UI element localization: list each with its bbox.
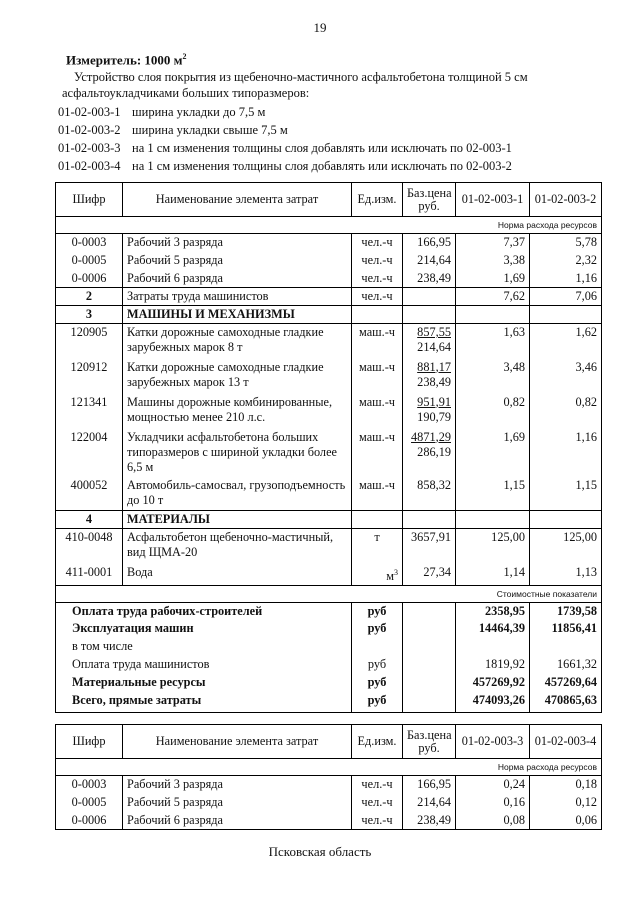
row-price: 858,32 bbox=[403, 477, 456, 511]
row-unit bbox=[352, 564, 403, 586]
row-code: 0-0003 bbox=[56, 776, 123, 794]
cost-unit: руб bbox=[352, 620, 403, 638]
row-unit: маш.-ч bbox=[352, 429, 403, 477]
cost-name: Материальные ресурсы bbox=[56, 674, 352, 692]
section-name: Затраты труда машинистов bbox=[123, 288, 352, 306]
row-unit: т bbox=[352, 529, 403, 564]
code-text: на 1 см изменения толщины слоя добавлять или исключать по 02-003-2 bbox=[132, 159, 512, 173]
section-code: 2 bbox=[56, 288, 123, 306]
row-v2: 1,16 bbox=[530, 270, 602, 288]
header-price: Баз.цена руб. bbox=[403, 725, 456, 759]
measure-unit-sup: 2 bbox=[182, 52, 187, 61]
header-col2: 01-02-003-4 bbox=[530, 725, 602, 759]
row-unit: чел.-ч bbox=[352, 270, 403, 288]
cost-name: Эксплуатация машин bbox=[56, 620, 352, 638]
header-code: Шифр bbox=[56, 183, 123, 217]
row-v1: 0,24 bbox=[456, 776, 530, 794]
empty-cell bbox=[352, 511, 403, 529]
table-row bbox=[56, 529, 602, 564]
section-code: 3 bbox=[56, 306, 123, 324]
row-unit: маш.-ч bbox=[352, 359, 403, 394]
price-main: 857,55 bbox=[417, 325, 451, 339]
row-unit: чел.-ч bbox=[352, 776, 403, 794]
header-unit: Ед.изм. bbox=[352, 183, 403, 217]
price-labor: 238,49 bbox=[417, 374, 451, 389]
row-v2: 2,32 bbox=[530, 252, 602, 270]
header-price: Баз.цена руб. bbox=[403, 183, 456, 217]
row-price bbox=[403, 324, 456, 359]
price-main: 951,91 bbox=[417, 394, 451, 409]
empty-cell bbox=[403, 288, 456, 306]
cost-name: Оплата труда рабочих-строителей bbox=[56, 602, 352, 620]
row-v1: 1,69 bbox=[456, 270, 530, 288]
row-unit: маш.-ч bbox=[352, 324, 403, 359]
cost-v2: 1739,58 bbox=[530, 602, 602, 620]
empty-cell bbox=[456, 511, 530, 529]
cost-v1: 457269,92 bbox=[456, 674, 530, 692]
row-v1: 0,82 bbox=[456, 394, 530, 429]
row-name: Рабочий 3 разряда bbox=[123, 776, 352, 794]
section-v2: 7,06 bbox=[530, 288, 602, 306]
row-code: 0-0003 bbox=[56, 234, 123, 252]
cost-name: Оплата труда машинистов bbox=[56, 656, 352, 674]
cost-unit: руб bbox=[352, 674, 403, 692]
cost-row bbox=[56, 692, 602, 712]
row-unit: маш.-ч bbox=[352, 477, 403, 511]
section-unit: чел.-ч bbox=[352, 288, 403, 306]
row-v1: 1,14 bbox=[456, 564, 530, 586]
row-unit: маш.-ч bbox=[352, 394, 403, 429]
table-row bbox=[56, 394, 602, 429]
header-col2: 01-02-003-2 bbox=[530, 183, 602, 217]
empty-cell bbox=[403, 638, 456, 656]
cost-row bbox=[56, 620, 602, 638]
empty-cell bbox=[530, 638, 602, 656]
price-labor: 214,64 bbox=[417, 340, 451, 354]
row-v1: 125,00 bbox=[456, 529, 530, 564]
row-v2: 1,15 bbox=[530, 477, 602, 511]
code-id: 01-02-003-4 bbox=[58, 159, 121, 173]
empty-cell bbox=[456, 638, 530, 656]
row-price bbox=[403, 359, 456, 394]
row-v2: 3,46 bbox=[530, 359, 602, 394]
cost-unit: руб bbox=[352, 602, 403, 620]
code-id: 01-02-003-3 bbox=[58, 141, 121, 155]
cost-v1: 1819,92 bbox=[456, 656, 530, 674]
code-text: ширина укладки свыше 7,5 м bbox=[132, 123, 288, 137]
norm-label: Норма расхода ресурсов bbox=[56, 759, 602, 776]
table-row bbox=[56, 234, 602, 252]
row-name: Укладчики асфальтобетона больших типоразмеров с шириной укладки более 6,5 м bbox=[123, 429, 352, 477]
table-row bbox=[56, 794, 602, 812]
cost-unit: руб bbox=[352, 692, 403, 712]
row-price: 238,49 bbox=[403, 812, 456, 830]
row-v1: 3,48 bbox=[456, 359, 530, 394]
row-v1: 7,37 bbox=[456, 234, 530, 252]
row-v2: 1,16 bbox=[530, 429, 602, 477]
header-col1: 01-02-003-3 bbox=[456, 725, 530, 759]
row-name: Катки дорожные самоходные гладкие зарубежных марок 13 т bbox=[123, 359, 352, 394]
row-unit: чел.-ч bbox=[352, 234, 403, 252]
section-row bbox=[56, 306, 602, 324]
unit-text: м bbox=[386, 568, 394, 583]
row-v2: 5,78 bbox=[530, 234, 602, 252]
row-price bbox=[403, 394, 456, 429]
code-item bbox=[58, 139, 512, 157]
empty-cell bbox=[403, 511, 456, 529]
row-v2: 1,62 bbox=[530, 324, 602, 359]
code-item bbox=[58, 121, 512, 139]
price-labor: 190,79 bbox=[417, 409, 451, 424]
section-v1: 7,62 bbox=[456, 288, 530, 306]
table-row bbox=[56, 324, 602, 359]
row-v1: 1,63 bbox=[456, 324, 530, 359]
row-code: 0-0005 bbox=[56, 252, 123, 270]
row-price bbox=[403, 429, 456, 477]
row-unit: чел.-ч bbox=[352, 812, 403, 830]
code-text: ширина укладки до 7,5 м bbox=[132, 105, 266, 119]
cost-v1: 474093,26 bbox=[456, 692, 530, 712]
cost-v2: 1661,32 bbox=[530, 656, 602, 674]
empty-cell bbox=[530, 511, 602, 529]
table-row bbox=[56, 564, 602, 586]
row-code: 120912 bbox=[56, 359, 123, 394]
section-description: Устройство слоя покрытия из щебеночно-мастичного асфальтобетона толщиной 5 см асфальтоукладчиками больших типоразмеров: bbox=[62, 70, 528, 100]
row-v1: 0,08 bbox=[456, 812, 530, 830]
row-v1: 3,38 bbox=[456, 252, 530, 270]
row-v2: 125,00 bbox=[530, 529, 602, 564]
table-row bbox=[56, 359, 602, 394]
header-name: Наименование элемента затрат bbox=[123, 725, 352, 759]
cost-v1: 2358,95 bbox=[456, 602, 530, 620]
norm-row bbox=[56, 759, 602, 776]
cost-v1: 14464,39 bbox=[456, 620, 530, 638]
section-code: 4 bbox=[56, 511, 123, 529]
row-code: 0-0006 bbox=[56, 812, 123, 830]
section-name: МАТЕРИАЛЫ bbox=[123, 511, 352, 529]
row-v1: 0,16 bbox=[456, 794, 530, 812]
row-v1: 1,15 bbox=[456, 477, 530, 511]
empty-cell bbox=[403, 692, 456, 712]
cost-row bbox=[56, 674, 602, 692]
cost-v2: 457269,64 bbox=[530, 674, 602, 692]
row-unit: чел.-ч bbox=[352, 794, 403, 812]
code-item bbox=[58, 103, 512, 121]
row-code: 400052 bbox=[56, 477, 123, 511]
cost-v2: 470865,63 bbox=[530, 692, 602, 712]
row-v2: 1,13 bbox=[530, 564, 602, 586]
cost-name: в том числе bbox=[56, 638, 352, 656]
code-id: 01-02-003-1 bbox=[58, 105, 121, 119]
row-name: Рабочий 6 разряда bbox=[123, 270, 352, 288]
resource-table-1 bbox=[55, 182, 602, 713]
header-code: Шифр bbox=[56, 725, 123, 759]
measure-unit-label: Измеритель: 1000 м bbox=[66, 52, 183, 68]
norm-row bbox=[56, 217, 602, 234]
empty-cell bbox=[530, 306, 602, 324]
cost-row bbox=[56, 638, 602, 656]
row-name: Машины дорожные комбинированные, мощностью менее 210 л.с. bbox=[123, 394, 352, 429]
empty-cell bbox=[403, 620, 456, 638]
cost-name: Всего, прямые затраты bbox=[56, 692, 352, 712]
cost-unit: руб bbox=[352, 656, 403, 674]
empty-cell bbox=[456, 306, 530, 324]
row-name: Рабочий 6 разряда bbox=[123, 812, 352, 830]
row-price: 166,95 bbox=[403, 776, 456, 794]
footer-region: Псковская область bbox=[268, 844, 372, 859]
unit-sup: 3 bbox=[394, 567, 398, 577]
section-row bbox=[56, 288, 602, 306]
code-text: на 1 см изменения толщины слоя добавлять или исключать по 02-003-1 bbox=[132, 141, 512, 155]
table-row bbox=[56, 252, 602, 270]
row-price: 3657,91 bbox=[403, 529, 456, 564]
row-name: Рабочий 3 разряда bbox=[123, 234, 352, 252]
code-list bbox=[58, 103, 512, 175]
table-row bbox=[56, 812, 602, 830]
empty-cell bbox=[403, 602, 456, 620]
row-code: 410-0048 bbox=[56, 529, 123, 564]
row-name: Вода bbox=[123, 564, 352, 586]
row-v2: 0,12 bbox=[530, 794, 602, 812]
row-v2: 0,06 bbox=[530, 812, 602, 830]
price-main: 881,17 bbox=[417, 359, 451, 374]
measure-unit bbox=[66, 52, 187, 68]
empty-cell bbox=[403, 674, 456, 692]
empty-cell bbox=[352, 638, 403, 656]
row-price: 27,34 bbox=[403, 564, 456, 586]
row-name: Рабочий 5 разряда bbox=[123, 794, 352, 812]
row-v2: 0,18 bbox=[530, 776, 602, 794]
row-name: Катки дорожные самоходные гладкие зарубежных марок 8 т bbox=[123, 324, 352, 359]
page-number: 19 bbox=[313, 20, 327, 35]
row-name: Рабочий 5 разряда bbox=[123, 252, 352, 270]
cost-row bbox=[56, 602, 602, 620]
cost-label: Стоимостные показатели bbox=[56, 585, 602, 602]
row-price: 214,64 bbox=[403, 252, 456, 270]
empty-cell bbox=[403, 656, 456, 674]
row-code: 121341 bbox=[56, 394, 123, 429]
table-row bbox=[56, 477, 602, 511]
norm-label: Норма расхода ресурсов bbox=[56, 217, 602, 234]
cost-label-row bbox=[56, 585, 602, 602]
row-price: 166,95 bbox=[403, 234, 456, 252]
row-price: 238,49 bbox=[403, 270, 456, 288]
empty-cell bbox=[403, 306, 456, 324]
header-unit: Ед.изм. bbox=[352, 725, 403, 759]
empty-cell bbox=[352, 306, 403, 324]
code-id: 01-02-003-2 bbox=[58, 123, 121, 137]
table-header-row bbox=[56, 183, 602, 217]
table-row bbox=[56, 270, 602, 288]
row-code: 120905 bbox=[56, 324, 123, 359]
cost-row bbox=[56, 656, 602, 674]
row-code: 411-0001 bbox=[56, 564, 123, 586]
price-main: 4871,29 bbox=[411, 429, 451, 444]
row-v2: 0,82 bbox=[530, 394, 602, 429]
row-name: Автомобиль-самосвал, грузоподъемность до 10 т bbox=[123, 477, 352, 511]
row-price: 214,64 bbox=[403, 794, 456, 812]
header-name: Наименование элемента затрат bbox=[123, 183, 352, 217]
section-row bbox=[56, 511, 602, 529]
table-row bbox=[56, 429, 602, 477]
resource-table-2 bbox=[55, 724, 602, 830]
header-col1: 01-02-003-1 bbox=[456, 183, 530, 217]
cost-v2: 11856,41 bbox=[530, 620, 602, 638]
price-labor: 286,19 bbox=[417, 444, 451, 459]
row-v1: 1,69 bbox=[456, 429, 530, 477]
section-name: МАШИНЫ И МЕХАНИЗМЫ bbox=[123, 306, 352, 324]
table-row bbox=[56, 776, 602, 794]
row-name: Асфальтобетон щебеночно-мастичный, вид ЩМА-20 bbox=[123, 529, 352, 564]
table-header-row bbox=[56, 725, 602, 759]
code-item bbox=[58, 157, 512, 175]
row-code: 0-0005 bbox=[56, 794, 123, 812]
row-unit: чел.-ч bbox=[352, 252, 403, 270]
row-code: 122004 bbox=[56, 429, 123, 477]
row-code: 0-0006 bbox=[56, 270, 123, 288]
